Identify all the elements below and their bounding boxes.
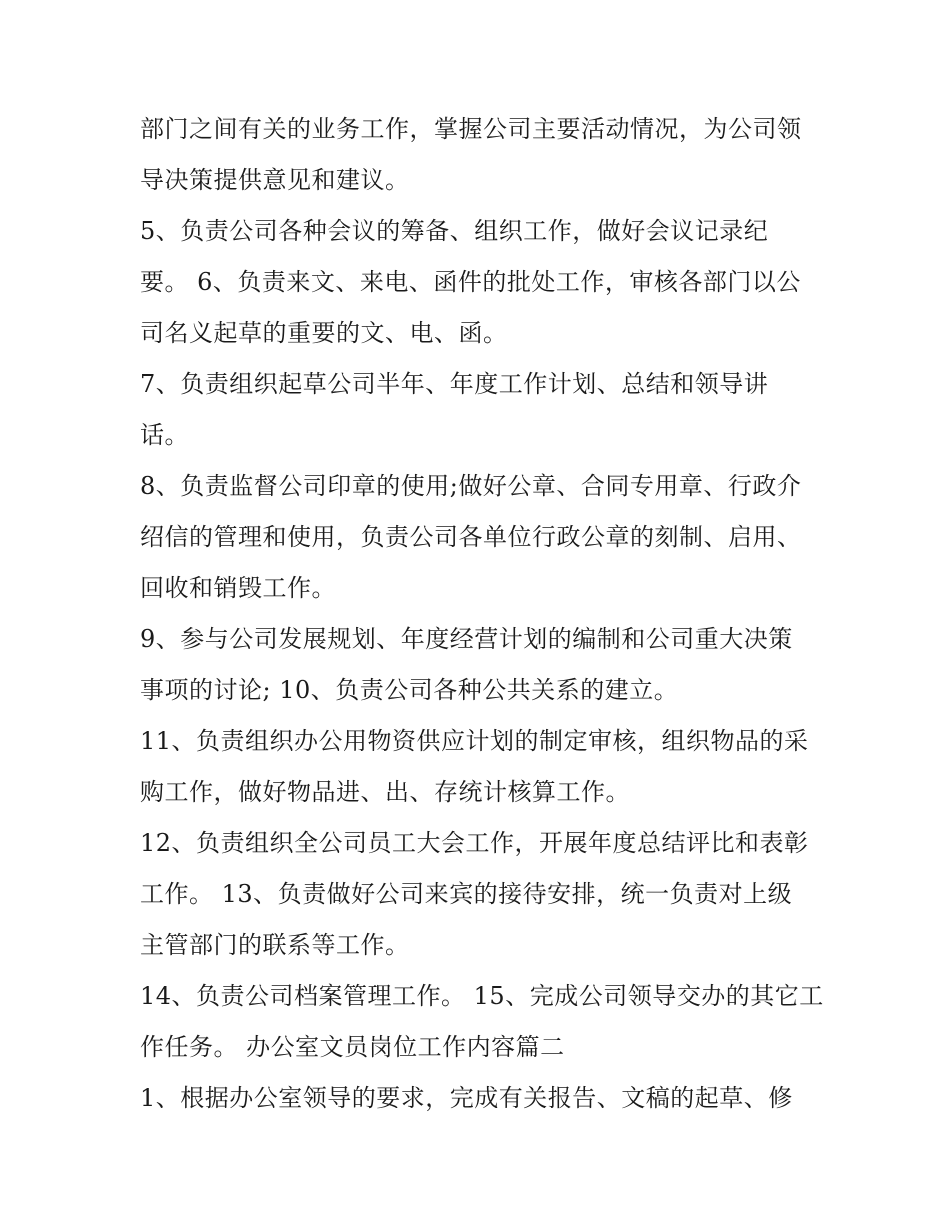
text-line: 1、根据办公室领导的要求，完成有关报告、文稿的起草、修 — [140, 1084, 793, 1112]
text-line: 要。 6、负责来文、来电、函件的批处工作，审核各部门以公 — [140, 268, 801, 296]
text-line: 8、负责监督公司印章的使用;做好公章、合同专用章、行政介 — [140, 472, 802, 500]
text-line: 事项的讨论; 10、负责公司各种公共关系的建立。 — [140, 676, 679, 704]
text-line: 购工作，做好物品进、出、存统计核算工作。 — [140, 778, 630, 806]
text-line: 导决策提供意见和建议。 — [140, 166, 410, 194]
text-line: 7、负责组织起草公司半年、年度工作计划、总结和领导讲 — [140, 370, 769, 398]
text-line: 9、参与公司发展规划、年度经营计划的编制和公司重大决策 — [140, 625, 793, 653]
text-line: 话。 — [140, 421, 189, 449]
text-line: 14、负责公司档案管理工作。 15、完成公司领导交办的其它工 — [140, 982, 824, 1010]
text-line: 作任务。 办公室文员岗位工作内容篇二 — [140, 1033, 565, 1061]
text-line: 5、负责公司各种会议的筹备、组织工作，做好会议记录纪 — [140, 217, 769, 245]
text-line: 司名义起草的重要的文、电、函。 — [140, 319, 508, 347]
text-line: 11、负责组织办公用物资供应计划的制定审核，组织物品的采 — [140, 727, 809, 755]
text-line: 回收和销毁工作。 — [140, 574, 336, 602]
text-line: 工作。 13、负责做好公司来宾的接待安排，统一负责对上级 — [140, 880, 793, 908]
text-line: 12、负责组织全公司员工大会工作，开展年度总结评比和表彰 — [140, 829, 809, 857]
text-line: 绍信的管理和使用，负责公司各单位行政公章的刻制、启用、 — [140, 523, 802, 551]
text-line: 主管部门的联系等工作。 — [140, 931, 410, 959]
text-line: 部门之间有关的业务工作，掌握公司主要活动情况，为公司领 — [140, 115, 802, 143]
body-text — [140, 104, 840, 1124]
